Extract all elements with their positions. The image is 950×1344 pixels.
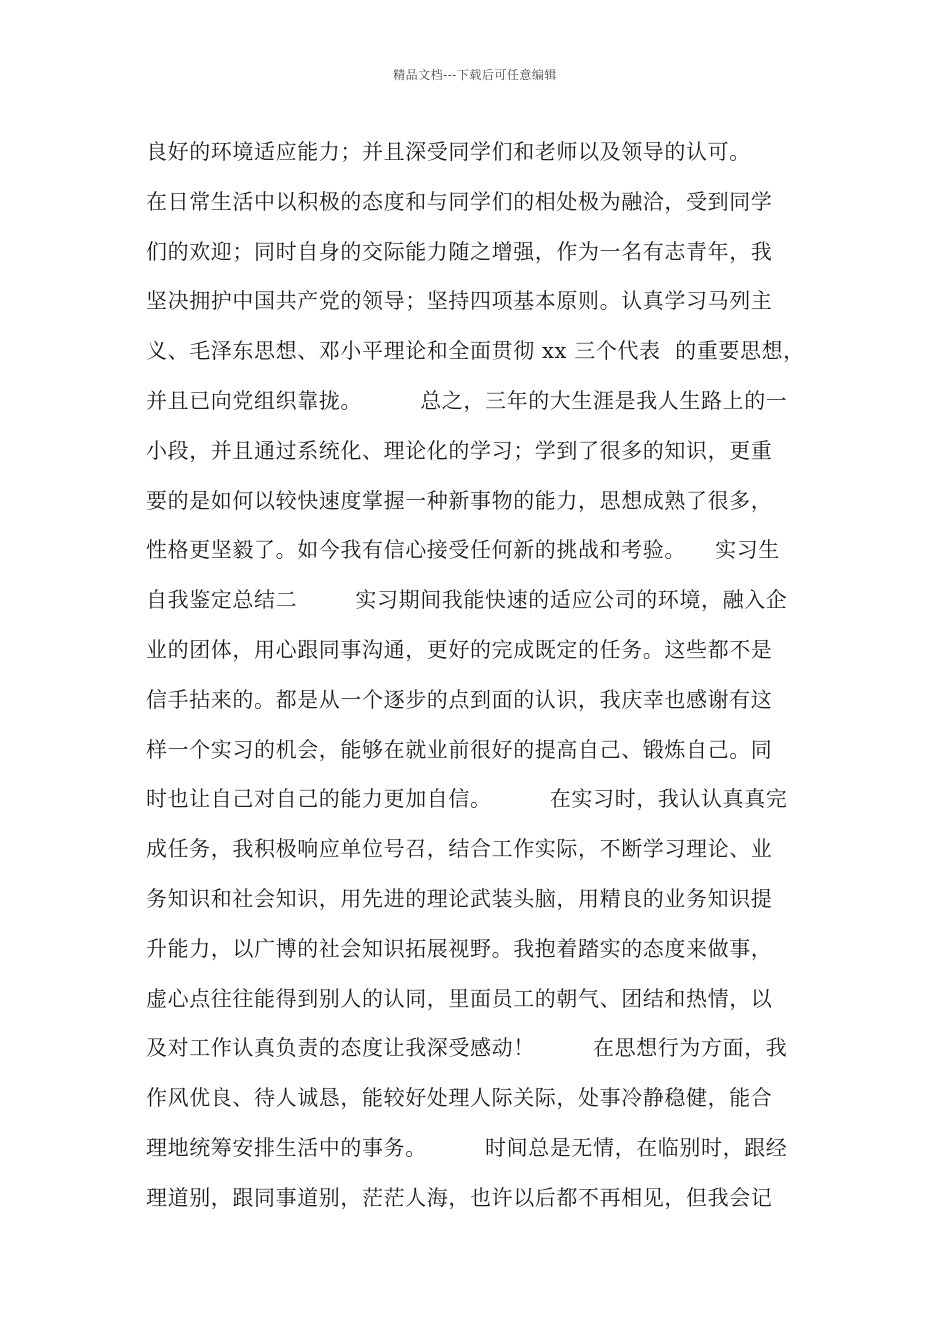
page-header: 精品文档---下载后可任意编辑 [393, 68, 557, 82]
text-line: 理道别，跟同事道别，茫茫人海，也许以后都不再相见，但我会记 [146, 1185, 773, 1210]
body-text [146, 128, 826, 1224]
text-line: 并且已向党组织靠拢。 总之，三年的大生涯是我人生路上的一 [146, 388, 788, 413]
text-line: 及对工作认真负责的态度让我深受感动！ 在思想行为方面，我 [146, 1036, 788, 1061]
text-line: 性格更坚毅了。如今我有信心接受任何新的挑战和考验。 实习生 [146, 538, 780, 563]
text-line: 时也让自己对自己的能力更加自信。 在实习时，我认认真真完 [146, 787, 788, 812]
text-line: 信手拈来的。都是从一个逐步的点到面的认识，我庆幸也感谢有这 [146, 687, 773, 712]
text-line: 虚心点往往能得到别人的认同，里面员工的朝气、团结和热情，以 [146, 986, 773, 1011]
text-line: 在日常生活中以积极的态度和与同学们的相处极为融洽，受到同学 [146, 189, 773, 214]
text-line: 良好的环境适应能力；并且深受同学们和老师以及领导的认可。 [146, 140, 751, 164]
text-line: 业的团体，用心跟同事沟通，更好的完成既定的任务。这些都不是 [146, 637, 773, 662]
text-line: 理地统筹安排生活中的事务。 时间总是无情，在临别时，跟经 [146, 1135, 788, 1160]
text-line: 样一个实习的机会，能够在就业前很好的提高自己、锻炼自己。同 [146, 737, 773, 762]
text-line: 务知识和社会知识，用先进的理论武装头脑，用精良的业务知识提 [146, 886, 773, 911]
text-line: 成任务，我积极响应单位号召，结合工作实际，不断学习理论、业 [146, 837, 773, 862]
text-line: 们的欢迎；同时自身的交际能力随之增强，作为一名有志青年，我 [146, 239, 773, 264]
text-line: 升能力，以广博的社会知识拓展视野。我抱着踏实的态度来做事， [146, 936, 773, 961]
text-line: 作风优良、待人诚恳，能较好处理人际关际，处事冷静稳健，能合 [146, 1086, 773, 1111]
text-line: 义、毛泽东思想、邓小平理论和全面贯彻 xx 三个代表 的重要思想， [146, 339, 805, 364]
text-line: 坚决拥护中国共产党的领导；坚持四项基本原则。认真学习马列主 [146, 289, 773, 314]
text-line: 小段，并且通过系统化、理论化的学习；学到了很多的知识，更重 [146, 438, 773, 463]
text-line: 要的是如何以较快速度掌握一种新事物的能力，思想成熟了很多， [146, 488, 773, 513]
text-line: 自我鉴定总结二 实习期间我能快速的适应公司的环境，融入企 [146, 588, 788, 613]
